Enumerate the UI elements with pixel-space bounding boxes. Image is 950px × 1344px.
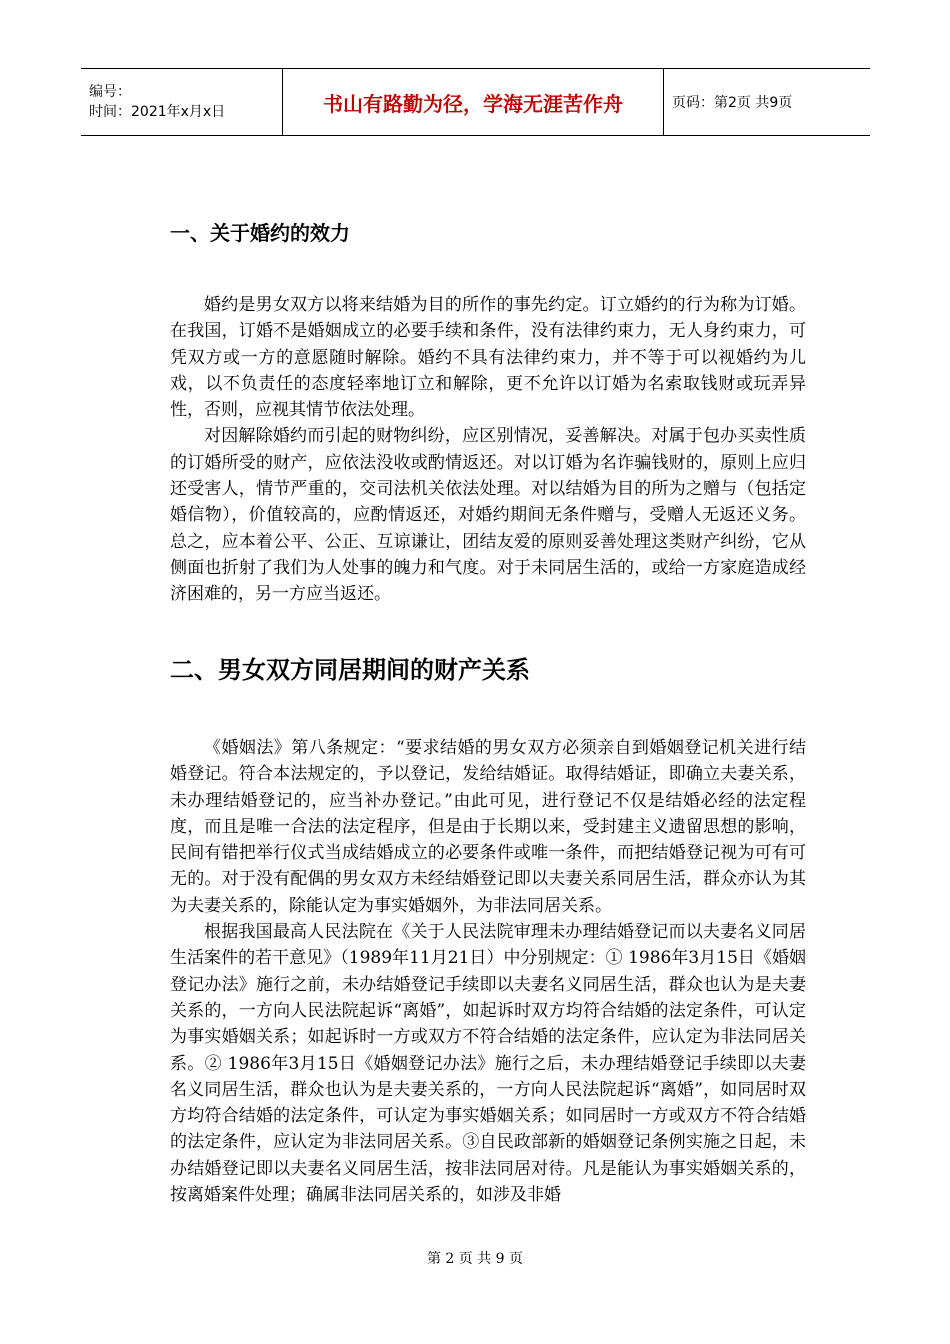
page-header	[81, 68, 870, 136]
header-motto: 书山有路勤为径，学海无涯苦作舟	[283, 69, 664, 136]
document-time: 时间：2021年x月x日	[89, 104, 226, 120]
paragraph: 婚约是男女双方以将来结婚为目的所作的事先约定。订立婚约的行为称为订婚。在我国，订婚不是婚姻成立的必要手续和条件，没有法律约束力，无人身约束力，可凭双方或一方的意愿随时解除。婚约不具有法律约束力，并不等于可以视婚约为儿戏，以不负责任的态度轻率地订立和解除，更不允许以订婚为名索取钱财或玩弄异性，否则，应视其情节依法处理。	[170, 295, 806, 421]
section-heading-2: 二、男女双方同居期间的财产关系	[170, 656, 530, 684]
paragraph: 《婚姻法》第八条规定：“要求结婚的男女双方必须亲自到婚姻登记机关进行结婚登记。符合本法规定的，予以登记，发给结婚证。取得结婚证，即确立夫妻关系，未办理结婚登记的，应当补办登记。”由此可见，进行登记不仅是结婚必经的法定程度，而且是唯一合法的法定程序，但是由于长期以来，受封建主义遗留思想的影响，民间有错把举行仪式当成结婚成立的必要条件或唯一条件，而把结婚登记视为可有可无的。对于没有配偶的男女双方未经结婚登记即以夫妻关系同居生活，群众亦认为其为夫妻关系的，除能认定为事实婚姻外，为非法同居关系。	[170, 738, 806, 916]
header-page-info: 页码：第2页 共9页	[664, 69, 871, 136]
document-number-label: 编号：	[89, 84, 131, 100]
section-heading-1: 一、关于婚约的效力	[170, 221, 350, 245]
header-meta	[81, 69, 283, 136]
paragraph: 根据我国最高人民法院在《关于人民法院审理未办理结婚登记而以夫妻名义同居生活案件的若干意见》（1989年11月21日）中分别规定：① 1986年3月15日《婚姻登记办法》施行之前，未办结婚登记手续即以夫妻名义同居生活，群众也认为是夫妻关系的，一方向人民法院起诉“离婚”，如起诉时双方均符合结婚的法定条件，可认定为事实婚姻关系；如起诉时一方或双方不符合结婚的法定条件，应认定为非法同居关系。② 1986年3月15日《婚姻登记办法》施行之后，未办理结婚登记手续即以夫妻名义同居生活，群众也认为是夫妻关系的，一方向人民法院起诉“离婚”，如同居时双方均符合结婚的法定条件，可认定为事实婚姻关系；如同居时一方或双方不符合结婚的法定条件，应认定为非法同居关系。③自民政部新的婚姻登记条例实施之日起，未办结婚登记即以夫妻名义同居生活，按非法同居对待。凡是能认为事实婚姻关系的，按离婚案件处理；确属非法同居关系的，如涉及非婚	[170, 922, 806, 1206]
section-1-body	[170, 292, 806, 608]
page-footer: 第 2 页 共 9 页	[426, 1251, 524, 1267]
section-2-body	[170, 735, 806, 1208]
paragraph: 对因解除婚约而引起的财物纠纷，应区别情况，妥善解决。对属于包办买卖性质的订婚所受的财产，应依法没收或酌情返还。对以订婚为名诈骗钱财的，原则上应归还受害人，情节严重的，交司法机关依法处理。对以结婚为目的所为之赠与（包括定婚信物），价值较高的，应酌情返还，对婚约期间无条件赠与，受赠人无返还义务。总之，应本着公平、公正、互谅谦让，团结友爱的原则妥善处理这类财产纠纷，它从侧面也折射了我们为人处事的魄力和气度。对于未同居生活的，或给一方家庭造成经济困难的，另一方应当返还。	[170, 426, 806, 605]
